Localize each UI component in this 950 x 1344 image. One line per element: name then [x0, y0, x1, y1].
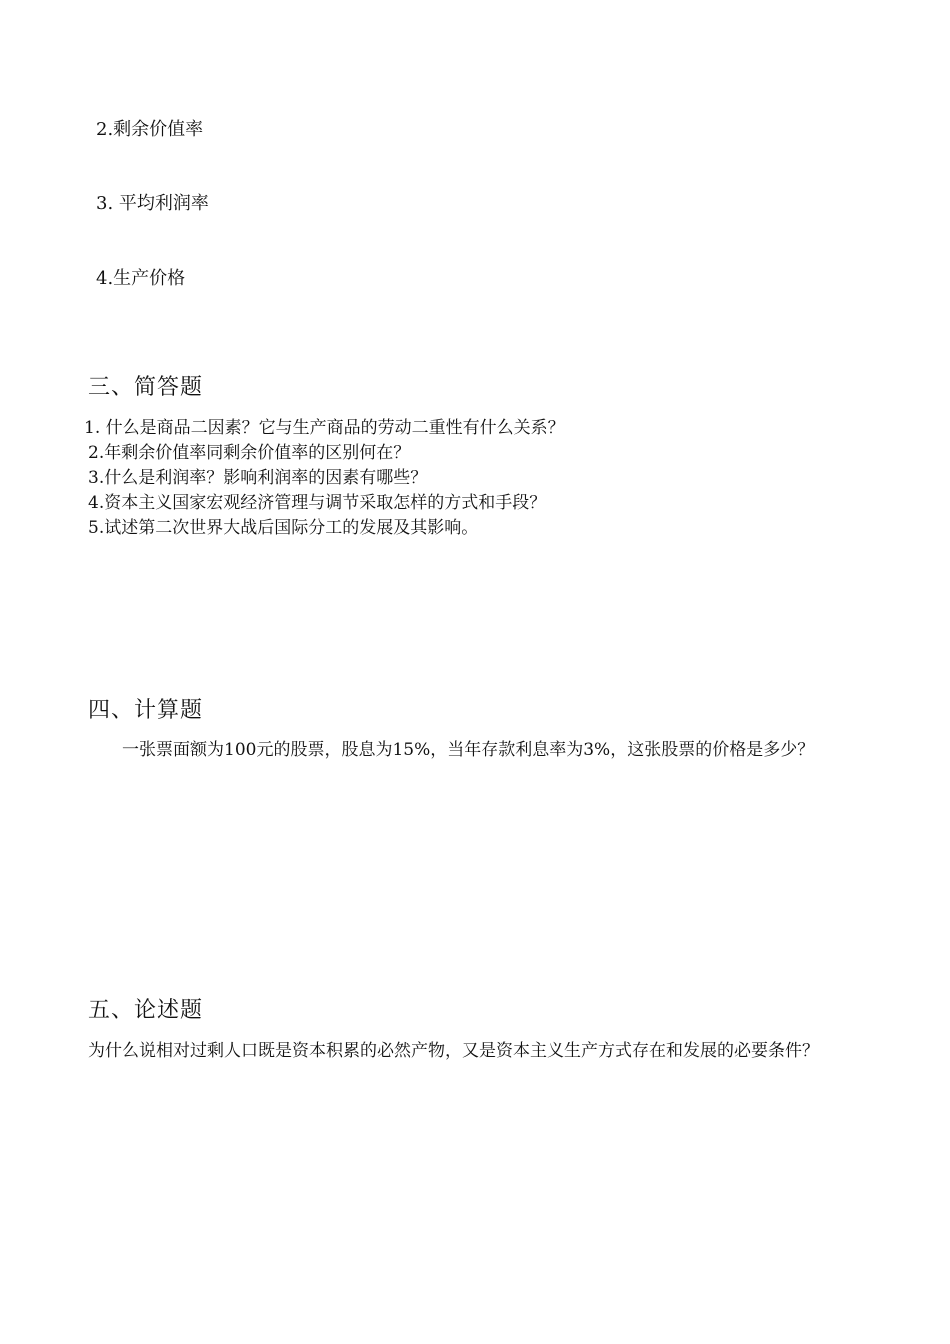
section-3-heading: 三、简答题 — [88, 375, 204, 400]
section-5-heading: 五、论述题 — [88, 998, 204, 1023]
question-5: 5.试述第二次世界大战后国际分工的发展及其影响。 — [88, 518, 479, 538]
section-5-essay: 为什么说相对过剩人口既是资本积累的必然产物，又是资本主义生产方式存在和发展的必要条件？ — [88, 1041, 819, 1061]
question-1: 1. 什么是商品二因素？它与生产商品的劳动二重性有什么关系？ — [84, 418, 565, 438]
section-4-heading: 四、计算题 — [88, 698, 204, 723]
term-3: 3. 平均利润率 — [96, 193, 209, 214]
section-4-problem: 一张票面额为100元的股票，股息为15%，当年存款利息率为3%，这张股票的价格是多少？ — [122, 740, 815, 760]
question-4: 4.资本主义国家宏观经济管理与调节采取怎样的方式和手段？ — [88, 493, 547, 513]
question-3: 3.什么是利润率？影响利润率的因素有哪些？ — [88, 468, 428, 488]
term-2: 2.剩余价值率 — [96, 119, 204, 140]
question-2: 2.年剩余价值率同剩余价值率的区别何在？ — [88, 443, 411, 463]
term-4: 4.生产价格 — [96, 268, 186, 289]
